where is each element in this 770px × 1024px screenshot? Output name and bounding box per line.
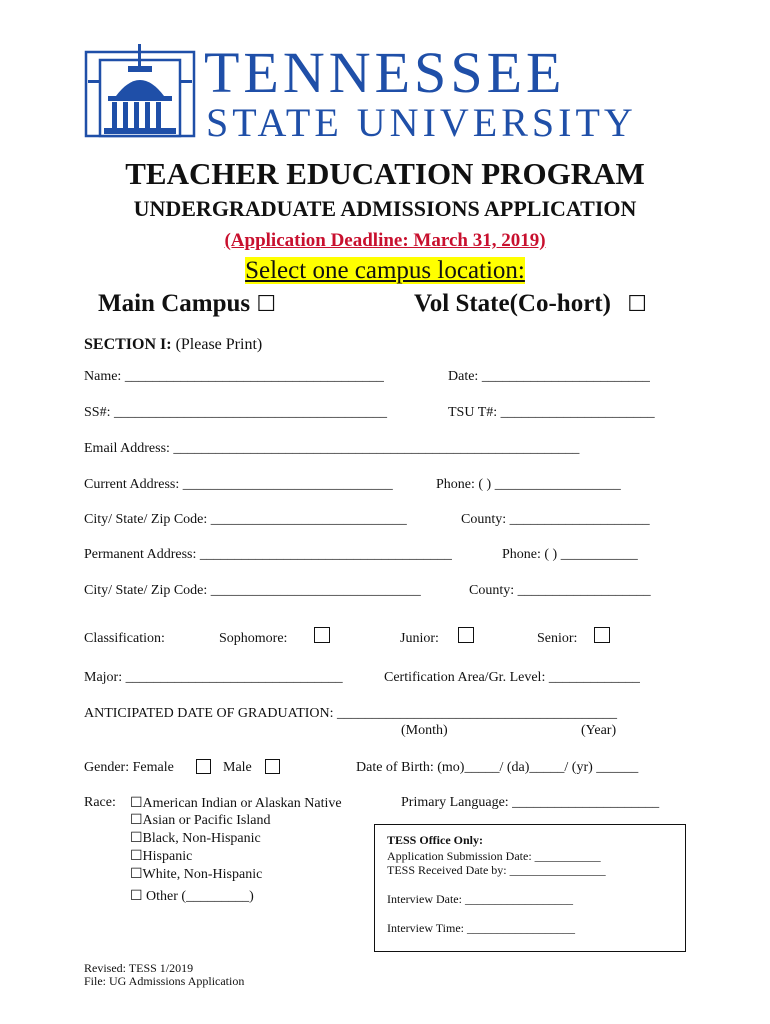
main-campus-checkbox[interactable]: ☐: [256, 291, 277, 316]
male-checkbox[interactable]: [265, 759, 280, 774]
section-title-rest: (Please Print): [175, 336, 263, 353]
junior-label: Junior:: [400, 631, 439, 646]
date-of-birth-field[interactable]: Date of Birth: (mo)_____/ (da)_____/ (yr) ______: [356, 760, 639, 775]
graduation-month-label: (Month): [401, 723, 448, 738]
vol-state-checkbox[interactable]: ☐: [627, 291, 647, 316]
vol-state-option[interactable]: [414, 290, 647, 318]
classification-label: Classification:: [84, 631, 165, 646]
main-campus-label: Main Campus: [98, 290, 251, 317]
revised-note: Revised: TESS 1/2019: [84, 961, 194, 975]
phone-field-2[interactable]: Phone: ( ) ___________: [502, 547, 638, 562]
race-option-american-indian[interactable]: ☐American Indian or Alaskan Native: [130, 796, 342, 811]
date-field[interactable]: Date: ________________________: [448, 369, 650, 384]
main-campus-option[interactable]: [98, 290, 276, 318]
sophomore-checkbox[interactable]: [314, 627, 330, 643]
graduation-year-label: (Year): [581, 723, 617, 738]
phone-field-1[interactable]: Phone: ( ) __________________: [436, 477, 621, 492]
race-option-other[interactable]: ☐ Other (_________): [130, 889, 254, 904]
page-subtitle: UNDERGRADUATE ADMISSIONS APPLICATION: [133, 196, 637, 221]
senior-label: Senior:: [537, 631, 578, 646]
current-address-field[interactable]: Current Address: ______________________________: [84, 477, 393, 492]
race-option-white[interactable]: ☐White, Non-Hispanic: [130, 867, 263, 882]
senior-checkbox[interactable]: [594, 627, 610, 643]
tsu-logo-graphic: [84, 40, 696, 140]
ss-field[interactable]: SS#: _______________________________________: [84, 405, 387, 420]
office-use-box: [374, 824, 686, 952]
submission-date-line[interactable]: Application Submission Date: ___________: [387, 849, 601, 863]
junior-checkbox[interactable]: [458, 627, 474, 643]
certification-field[interactable]: Certification Area/Gr. Level: _____________: [384, 670, 640, 685]
graduation-date-field[interactable]: ANTICIPATED DATE OF GRADUATION: ________________________________________: [84, 706, 618, 721]
logo-word-tennessee: TENNESSEE: [204, 40, 566, 105]
gender-male-label: Male: [223, 760, 252, 775]
campus-prompt-text: Select one campus location:: [245, 257, 525, 284]
logo-word-state-university: STATE UNIVERSITY: [206, 100, 637, 140]
permanent-address-field[interactable]: Permanent Address: ____________________________________: [84, 547, 452, 562]
race-label: Race:: [84, 795, 116, 810]
section-title: [84, 336, 262, 354]
vol-state-label: Vol State(Co-hort): [414, 290, 611, 317]
city-state-zip-field-2[interactable]: City/ State/ Zip Code: ______________________________: [84, 583, 421, 598]
sophomore-label: Sophomore:: [219, 631, 288, 646]
office-use-title: TESS Office Only:: [387, 833, 484, 847]
county-field-2[interactable]: County: ___________________: [469, 583, 651, 598]
gender-female-label: Gender: Female: [84, 760, 174, 775]
interview-date-line[interactable]: Interview Date: __________________: [387, 892, 573, 906]
interview-time-line[interactable]: Interview Time: __________________: [387, 921, 575, 935]
campus-prompt: [0, 257, 770, 285]
female-checkbox[interactable]: [196, 759, 211, 774]
received-date-line[interactable]: TESS Received Date by: ________________: [387, 863, 606, 877]
tsu-logo: [84, 40, 696, 140]
city-state-zip-field-1[interactable]: City/ State/ Zip Code: ____________________________: [84, 512, 407, 527]
tsu-id-field[interactable]: TSU T#: ______________________: [448, 405, 655, 420]
race-option-hispanic[interactable]: ☐Hispanic: [130, 849, 193, 864]
race-option-black[interactable]: ☐Black, Non-Hispanic: [130, 831, 261, 846]
name-field[interactable]: Name: _____________________________________: [84, 369, 384, 384]
county-field-1[interactable]: County: ____________________: [461, 512, 650, 527]
page-title: TEACHER EDUCATION PROGRAM: [125, 156, 645, 191]
application-deadline: (Application Deadline: March 31, 2019): [224, 230, 546, 251]
file-note: File: UG Admissions Application: [84, 974, 245, 988]
major-field[interactable]: Major: _______________________________: [84, 670, 343, 685]
section-title-bold: SECTION I:: [84, 336, 172, 353]
primary-language-field[interactable]: Primary Language: _____________________: [401, 795, 660, 810]
race-option-asian[interactable]: ☐Asian or Pacific Island: [130, 813, 271, 828]
email-field[interactable]: Email Address: __________________________________________________________: [84, 441, 580, 456]
